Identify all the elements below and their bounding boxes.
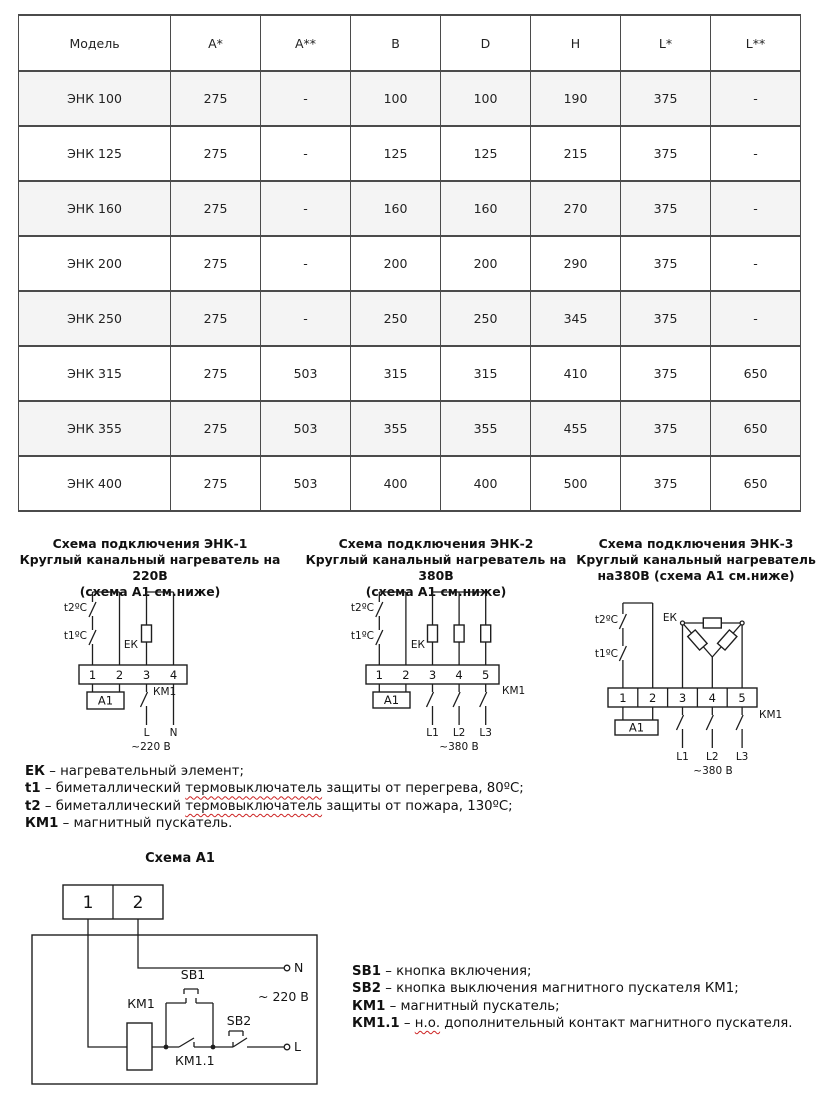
spec-table bbox=[18, 14, 801, 512]
cell: - bbox=[711, 181, 801, 236]
cell: 275 bbox=[171, 401, 261, 456]
km11-label: КМ1.1 bbox=[175, 1053, 215, 1068]
terminal-3: 3 bbox=[678, 691, 687, 705]
cell: 200 bbox=[351, 236, 441, 291]
heater-element-symbol bbox=[428, 625, 438, 642]
cell: 200 bbox=[441, 236, 531, 291]
header-cell-h: H bbox=[531, 15, 621, 71]
terminal-5: 5 bbox=[482, 668, 490, 682]
cell: 503 bbox=[261, 346, 351, 401]
enk2-title-line1: Схема подключения ЭНК-2 bbox=[338, 536, 534, 551]
terminal-4: 4 bbox=[455, 668, 463, 682]
cell: 455 bbox=[531, 401, 621, 456]
cell: 275 bbox=[171, 71, 261, 126]
cell: 400 bbox=[351, 456, 441, 511]
legend-line-km11: КМ1.1 – н.о. дополнительный контакт магнитного пускателя. bbox=[352, 1016, 793, 1032]
voltage-label: ~220 В bbox=[131, 741, 171, 753]
enk1-title-line2: Круглый канальный нагреватель на 220В bbox=[19, 552, 281, 583]
heater-element-symbol bbox=[703, 618, 721, 628]
l-terminal-circle bbox=[284, 1044, 290, 1050]
cell-model: ЭНК 200 bbox=[19, 236, 171, 291]
phase-l-label: L bbox=[143, 727, 150, 739]
table-row bbox=[19, 181, 801, 236]
header-cell-l1: L* bbox=[621, 15, 711, 71]
table-row bbox=[19, 456, 801, 511]
a1-label: А1 bbox=[97, 693, 114, 708]
phase-l2-label: L2 bbox=[706, 751, 719, 763]
cell: - bbox=[261, 291, 351, 346]
legend-key: ЕК bbox=[25, 764, 45, 779]
n-terminal-circle bbox=[284, 965, 290, 971]
t1-label: t1ºC bbox=[594, 648, 618, 660]
terminal-5: 5 bbox=[738, 691, 746, 705]
legend-line-t2: t2 – биметаллический термовыключатель защиты от пожара, 130ºС; bbox=[25, 798, 513, 814]
cell: 275 bbox=[171, 126, 261, 181]
cell: 275 bbox=[171, 181, 261, 236]
cell: 500 bbox=[531, 456, 621, 511]
enk3-schematic bbox=[585, 590, 815, 805]
phase-l3-label: L3 bbox=[735, 751, 749, 763]
legend-key: t2 bbox=[25, 798, 41, 814]
cell-model: ЭНК 315 bbox=[19, 346, 171, 401]
enk3-title-line2: Круглый канальный нагреватель bbox=[576, 552, 816, 567]
legend-key: КМ1 bbox=[352, 998, 386, 1014]
enk1-schematic bbox=[30, 588, 250, 763]
cell: - bbox=[261, 71, 351, 126]
phase-l3-label: L3 bbox=[479, 727, 492, 739]
terminal-1: 1 bbox=[88, 668, 97, 682]
t2-label: t2ºC bbox=[594, 614, 618, 626]
cell: 375 bbox=[621, 291, 711, 346]
km1-coil bbox=[127, 1023, 152, 1070]
km1-label: КМ1 bbox=[153, 686, 177, 698]
header-cell-model: Модель bbox=[19, 15, 171, 71]
cell: 503 bbox=[261, 456, 351, 511]
enk2-title-line2: Круглый канальный нагреватель на 380В bbox=[305, 552, 567, 583]
legend-line-sb2: SB2 – кнопка выключения магнитного пускателя КМ1; bbox=[352, 981, 739, 997]
cell: 315 bbox=[351, 346, 441, 401]
cell: - bbox=[261, 181, 351, 236]
terminal-2: 2 bbox=[402, 668, 410, 682]
node-circle bbox=[681, 621, 685, 625]
cell: 275 bbox=[171, 456, 261, 511]
cell: 345 bbox=[531, 291, 621, 346]
table-row bbox=[19, 346, 801, 401]
table-row bbox=[19, 126, 801, 181]
phase-l1-label: L1 bbox=[426, 727, 439, 739]
cell: - bbox=[261, 236, 351, 291]
terminal-2: 2 bbox=[649, 691, 657, 705]
cell: 270 bbox=[531, 181, 621, 236]
ek-label: ЕК bbox=[123, 639, 138, 651]
cell: 275 bbox=[171, 346, 261, 401]
legend-key: SB1 bbox=[352, 964, 381, 979]
header-cell-a1: A* bbox=[171, 15, 261, 71]
t2-label: t2ºC bbox=[350, 602, 374, 614]
cell-model: ЭНК 400 bbox=[19, 456, 171, 511]
cell: 375 bbox=[621, 126, 711, 181]
cell: 355 bbox=[441, 401, 531, 456]
cell: 290 bbox=[531, 236, 621, 291]
cell: - bbox=[711, 236, 801, 291]
cell: 250 bbox=[441, 291, 531, 346]
table-header-row bbox=[19, 15, 801, 71]
legend-line-km1: КМ1 – магнитный пускатель; bbox=[352, 998, 560, 1014]
enk3-title-line1: Схема подключения ЭНК-3 bbox=[598, 536, 794, 551]
cell: 410 bbox=[531, 346, 621, 401]
table-row bbox=[19, 401, 801, 456]
schema-legend bbox=[352, 963, 793, 1033]
legend-key: SB2 bbox=[352, 981, 381, 997]
terminal-2: 2 bbox=[115, 668, 124, 682]
km1-label: КМ1 bbox=[759, 709, 783, 721]
table-row bbox=[19, 291, 801, 346]
t2-label: t2ºC bbox=[63, 602, 87, 614]
km1-contacts bbox=[427, 684, 487, 725]
cell: 275 bbox=[171, 236, 261, 291]
cell: 650 bbox=[711, 401, 801, 456]
enk2-title-line3: (схема А1 см.ниже) bbox=[365, 584, 507, 599]
schema-a1-schematic bbox=[25, 875, 337, 1100]
header-cell-b: B bbox=[351, 15, 441, 71]
km1-label: КМ1 bbox=[127, 996, 155, 1011]
voltage-label: ~380 В bbox=[693, 765, 733, 777]
legend-key: КМ1.1 bbox=[352, 1016, 400, 1032]
cell: 100 bbox=[441, 71, 531, 126]
legend-key: КМ1 bbox=[25, 816, 59, 832]
header-cell-d: D bbox=[441, 15, 531, 71]
neutral-n-label: N bbox=[294, 960, 304, 975]
cell: 100 bbox=[351, 71, 441, 126]
enk1-title-line1: Схема подключения ЭНК-1 bbox=[52, 536, 248, 551]
cell: 250 bbox=[351, 291, 441, 346]
cell: 190 bbox=[531, 71, 621, 126]
terminal-2: 2 bbox=[132, 893, 144, 913]
t1-label: t1ºC bbox=[350, 630, 374, 642]
enk3-title-line3: на380В (схема А1 см.ниже) bbox=[597, 568, 795, 583]
junction-dot bbox=[164, 1045, 169, 1050]
terminal-3: 3 bbox=[428, 668, 437, 682]
heater-element-symbol bbox=[142, 625, 152, 642]
cell: - bbox=[711, 71, 801, 126]
ek-label: ЕК bbox=[662, 612, 677, 624]
enk1-title-line3: (схема А1 см.ниже) bbox=[79, 584, 221, 599]
cell-model: ЭНК 100 bbox=[19, 71, 171, 126]
cell: 503 bbox=[261, 401, 351, 456]
phase-l-label: L bbox=[294, 1039, 301, 1054]
cell: 650 bbox=[711, 346, 801, 401]
cell: 215 bbox=[531, 126, 621, 181]
terminal-1: 1 bbox=[375, 668, 383, 682]
phase-l2-label: L2 bbox=[452, 727, 466, 739]
table-row bbox=[19, 71, 801, 126]
terminal-4: 4 bbox=[169, 668, 178, 682]
cell: 160 bbox=[351, 181, 441, 236]
cell: 375 bbox=[621, 236, 711, 291]
node-circle bbox=[740, 621, 744, 625]
terminal-4: 4 bbox=[708, 691, 716, 705]
enk3-title bbox=[551, 536, 820, 584]
legend-line-t1: t1 – биметаллический термовыключатель защиты от перегрева, 80ºС; bbox=[25, 781, 524, 797]
legend-line-ek: ЕК – нагревательный элемент; bbox=[25, 764, 244, 779]
cell: 315 bbox=[441, 346, 531, 401]
schema-a1-title: Схема А1 bbox=[145, 851, 215, 866]
header-cell-l2: L** bbox=[711, 15, 801, 71]
junction-dot bbox=[211, 1045, 216, 1050]
cell: 400 bbox=[441, 456, 531, 511]
cell: 375 bbox=[621, 456, 711, 511]
legend-key: t1 bbox=[25, 781, 41, 797]
legend-line-km1: КМ1 – магнитный пускатель. bbox=[25, 816, 233, 832]
cell: 650 bbox=[711, 456, 801, 511]
cell: 375 bbox=[621, 346, 711, 401]
sb2-label: SB2 bbox=[226, 1013, 252, 1028]
voltage-label: ~380 В bbox=[439, 741, 479, 753]
enk2-schematic bbox=[330, 588, 550, 763]
km1-contacts bbox=[677, 707, 744, 748]
terminal-1: 1 bbox=[619, 691, 627, 705]
t1-label: t1ºC bbox=[63, 630, 87, 642]
terminal-1: 1 bbox=[82, 893, 94, 913]
cell: 375 bbox=[621, 401, 711, 456]
cell: 375 bbox=[621, 181, 711, 236]
cell-model: ЭНК 125 bbox=[19, 126, 171, 181]
header-cell-a2: A** bbox=[261, 15, 351, 71]
table-row bbox=[19, 236, 801, 291]
component-legend bbox=[25, 763, 524, 833]
cell: - bbox=[711, 126, 801, 181]
cell-model: ЭНК 355 bbox=[19, 401, 171, 456]
heater-element-symbol bbox=[454, 625, 464, 642]
a1-label: А1 bbox=[383, 693, 400, 707]
cell: 125 bbox=[441, 126, 531, 181]
km1-label: КМ1 bbox=[502, 685, 526, 697]
cell: - bbox=[711, 291, 801, 346]
cell: 125 bbox=[351, 126, 441, 181]
heater-element-symbol bbox=[481, 625, 491, 642]
neutral-n-label: N bbox=[169, 727, 178, 739]
cell: - bbox=[261, 126, 351, 181]
cell: 160 bbox=[441, 181, 531, 236]
phase-l1-label: L1 bbox=[676, 751, 689, 763]
cell-model: ЭНК 160 bbox=[19, 181, 171, 236]
cell: 355 bbox=[351, 401, 441, 456]
cell: 375 bbox=[621, 71, 711, 126]
ek-label: ЕК bbox=[410, 639, 425, 651]
a1-label: А1 bbox=[628, 720, 645, 735]
cell: 275 bbox=[171, 291, 261, 346]
cell-model: ЭНК 250 bbox=[19, 291, 171, 346]
voltage-label: ~ 220 В bbox=[258, 989, 309, 1004]
sb1-label: SB1 bbox=[180, 967, 206, 982]
legend-line-sb1: SB1 – кнопка включения; bbox=[352, 964, 532, 979]
terminal-3: 3 bbox=[142, 668, 151, 682]
